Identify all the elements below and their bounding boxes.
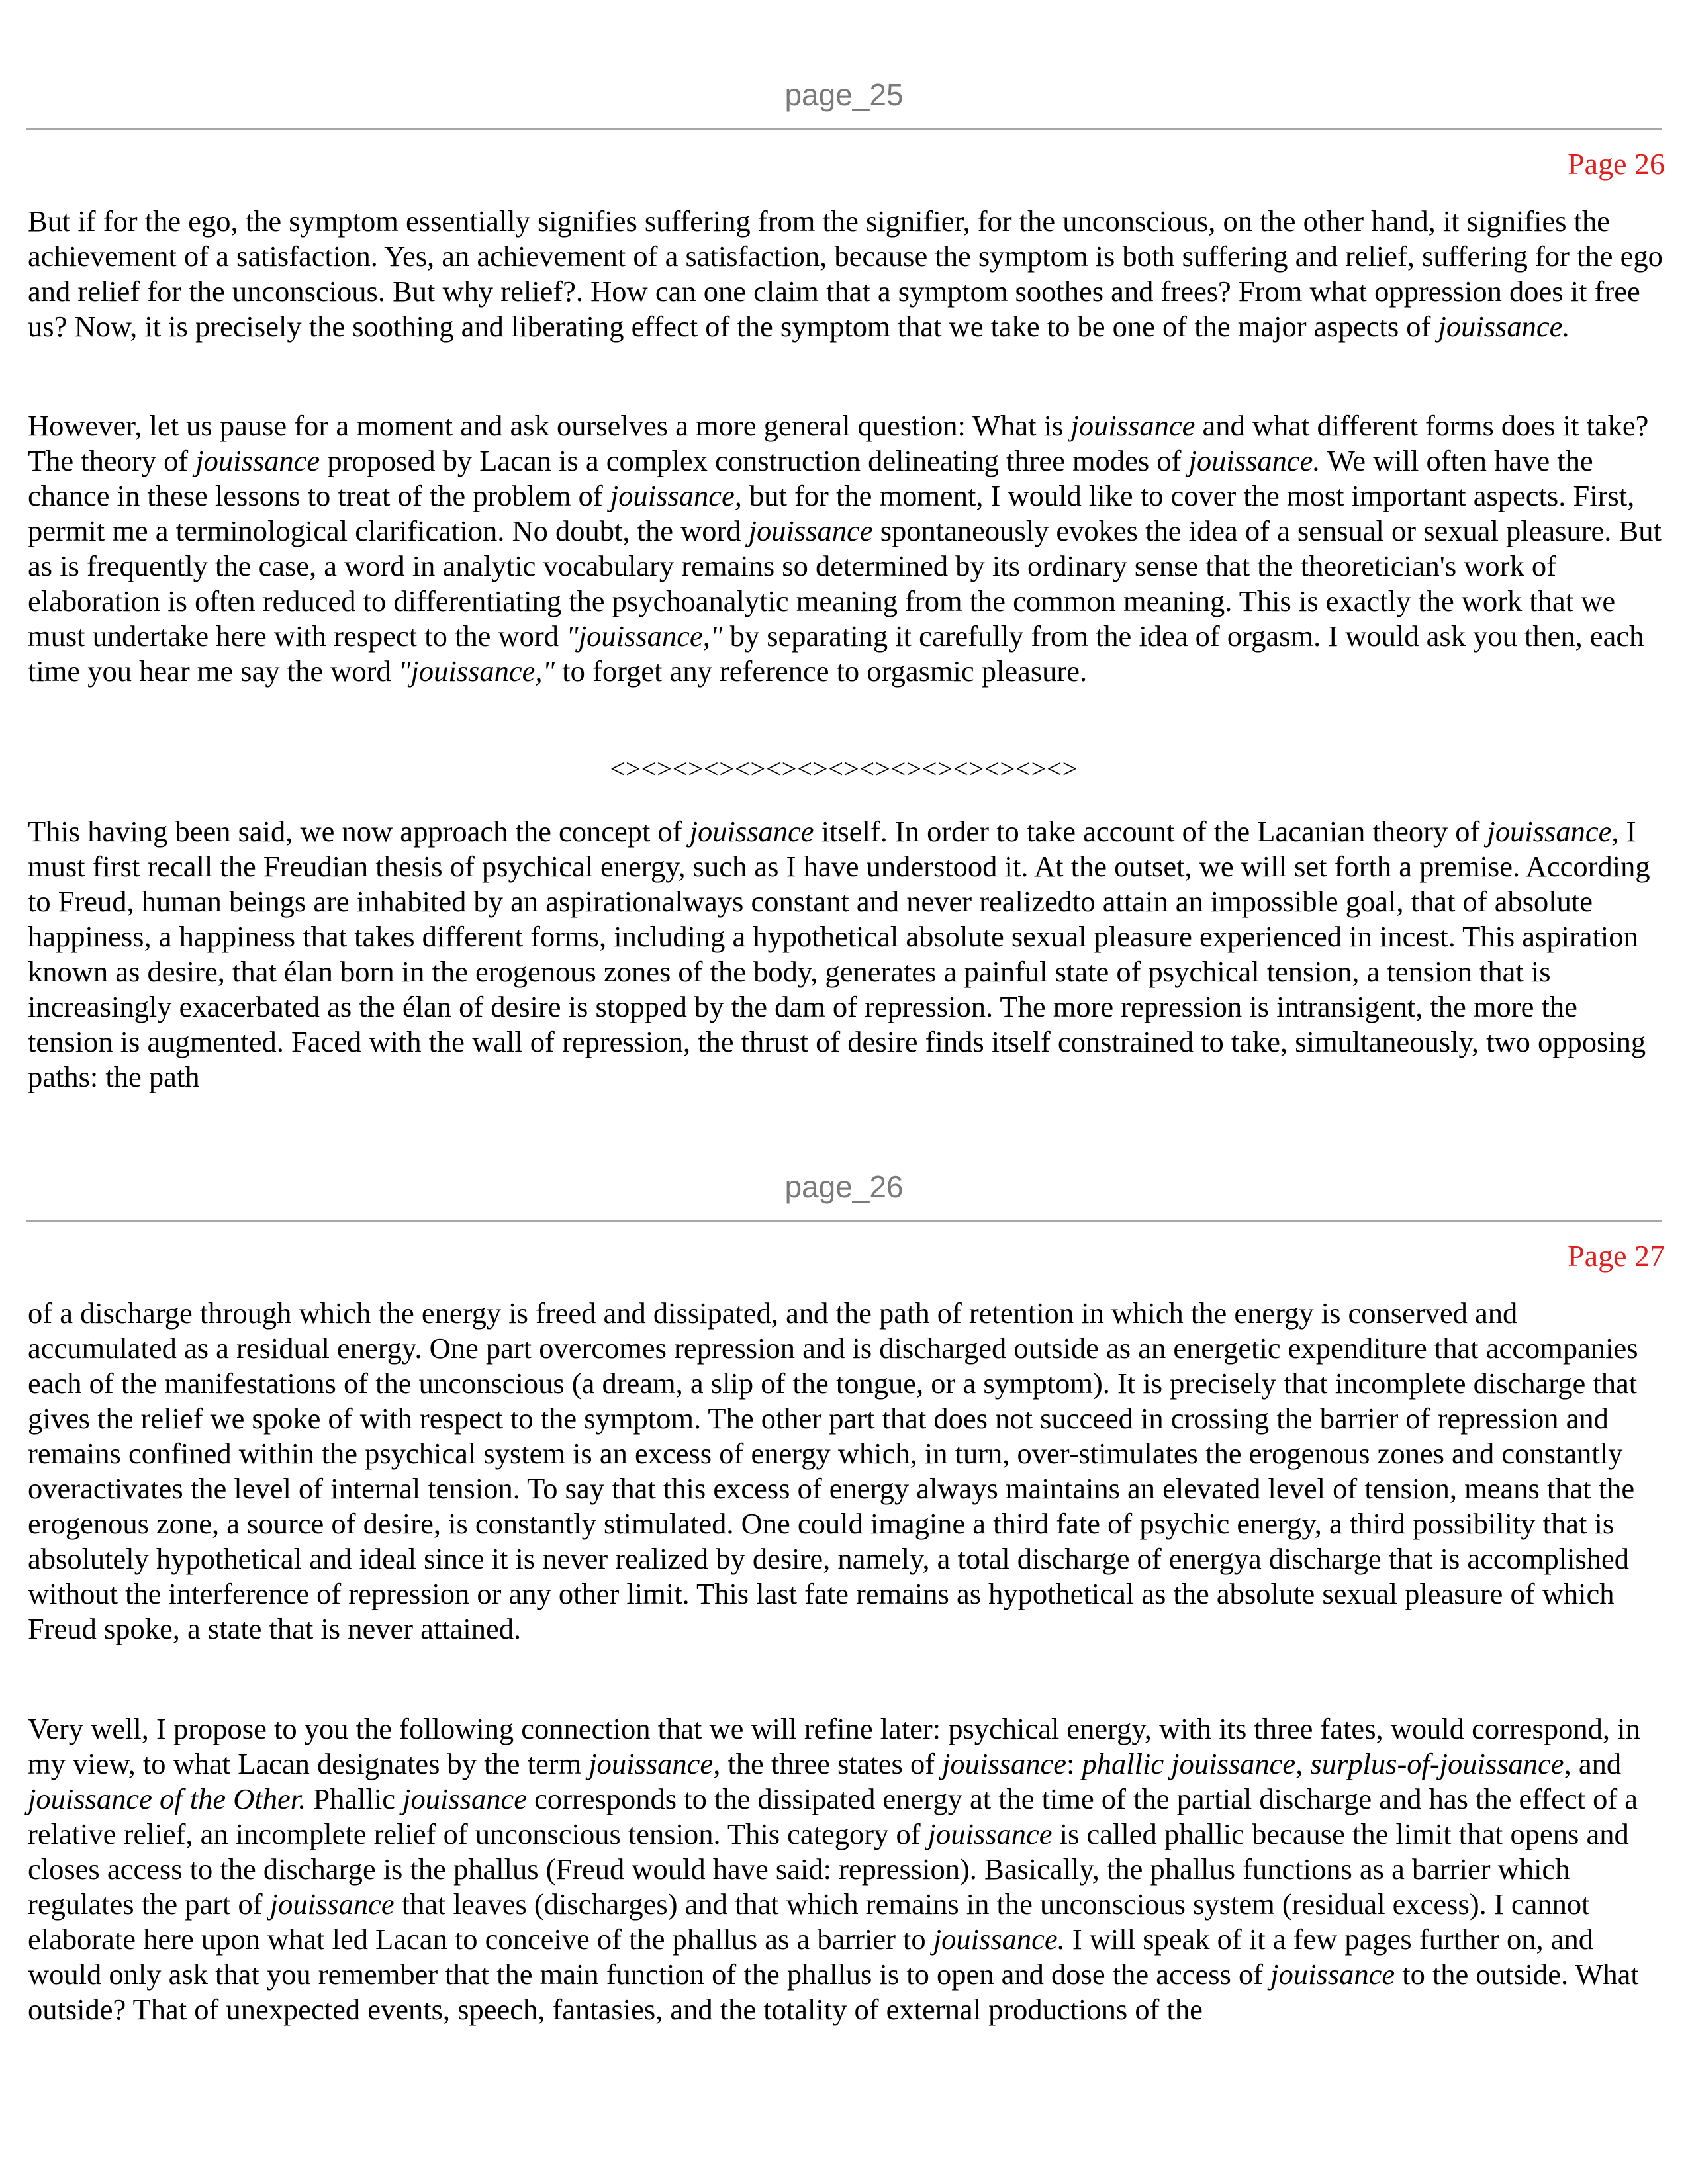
separator-rule (26, 1220, 1662, 1222)
paragraph: Very well, I propose to you the following connection that we will refine later: psychical energy, with its three fates, would correspond, in my view, to what Lacan designates by the term jouissance, the three states of jouissance: phallic jouissance, surplus-of-jouissance, and jouissance of the Other. Phallic jouissance corresponds to the dissipated energy at the time of the partial discharge and has the effect of a relative relief, an incomplete relief of unconscious tension. This category of jouissance is called phallic because the limit that opens and closes access to the discharge is the phallus (Freud would have said: repression). Basically, the phallus functions as a barrier which regulates the part of jouissance that leaves (discharges) and that which remains in the unconscious system (residual excess). I cannot elaborate here upon what led Lacan to conceive of the phallus as a barrier to jouissance. I will speak of it a few pages further on, and would only ask that you remember that the main function of the phallus is to open and dose the access of jouissance to the outside. What outside? That of unexpected events, speech, fantasies, and the totality of external productions of the (28, 1712, 1640, 2026)
section-divider: <><><><><><><><><><><><><><><> (610, 754, 1078, 784)
page-number-27: Page 27 (1568, 1239, 1665, 1273)
paragraph: This having been said, we now approach the concept of jouissance itself. In order to take account of the Lacanian theory of jouissance, I must first recall the Freudian thesis of psychical energy, such as I have understood it. At the outset, we will set forth a premise. According to Freud, human beings are inhabited by an aspirationalways constant and never realizedto attain an impossible goal, that of absolute happiness, a happiness that takes different forms, including a hypothetical absolute sexual pleasure experienced in incest. This aspiration known as desire, that élan born in the erogenous zones of the body, generates a painful state of psychical tension, a tension that is increasingly exacerbated as the élan of desire is stopped by the dam of repression. The more repression is intransigent, the more the tension is augmented. Faced with the wall of repression, the thrust of desire finds itself constrained to take, simultaneously, two opposing paths: the path (28, 815, 1650, 1093)
page-27-para-1 (28, 1296, 1664, 1647)
page-26-para-1 (28, 204, 1664, 344)
page-27-para-2 (28, 1711, 1664, 2027)
separator-label: page_25 (784, 77, 904, 112)
separator-label: page_26 (784, 1169, 904, 1204)
paragraph: of a discharge through which the energy is freed and dissipated, and the path of retention in which the energy is conserved and accumulated as a residual energy. One part overcomes repression and is discharged outside as an energetic expenditure that accompanies each of the manifestations of the unconscious (a dream, a slip of the tongue, or a symptom). It is precisely that incomplete discharge that gives the relief we spoke of with respect to the symptom. The other part that does not succeed in crossing the barrier of repression and remains confined within the psychical system is an excess of energy which, in turn, over-stimulates the erogenous zones and constantly overactivates the level of internal tension. To say that this excess of energy always maintains an elevated level of tension, means that the erogenous zone, a source of desire, is constantly stimulated. One could imagine a third fate of psychic energy, a third possibility that is absolutely hypothetical and ideal since it is never realized by desire, namely, a total discharge of energya discharge that is accomplished without the interference of repression or any other limit. This last fate remains as hypothetical as the absolute sexual pleasure of which Freud spoke, a state that is never attained. (28, 1297, 1638, 1645)
page-26-para-2 (28, 408, 1664, 689)
page-separator-25 (26, 74, 1662, 130)
page-separator-26 (26, 1166, 1662, 1222)
separator-rule (26, 128, 1662, 130)
page-number-26: Page 26 (1568, 147, 1665, 181)
paragraph: But if for the ego, the symptom essentially signifies suffering from the signifier, for the unconscious, on the other hand, it signifies the achievement of a satisfaction. Yes, an achievement of a satisfaction, because the symptom is both suffering and relief, suffering for the ego and relief for the unconscious. But why relief?. How can one claim that a symptom soothes and frees? From what oppression does it free us? Now, it is precisely the soothing and liberating effect of the symptom that we take to be one of the major aspects of jouissance. (28, 205, 1663, 343)
paragraph: However, let us pause for a moment and ask ourselves a more general question: What is jouissance and what different forms does it take? The theory of jouissance proposed by Lacan is a complex construction delineating three modes of jouissance. We will often have the chance in these lessons to treat of the problem of jouissance, but for the moment, I would like to cover the most important aspects. First, permit me a terminological clarification. No doubt, the word jouissance spontaneously evokes the idea of a sensual or sexual pleasure. But as is frequently the case, a word in analytic vocabulary remains so determined by its ordinary sense that the theoretician's work of elaboration is often reduced to differentiating the psychoanalytic meaning from the common meaning. This is exactly the work that we must undertake here with respect to the word "jouissance," by separating it carefully from the idea of orgasm. I would ask you then, each time you hear me say the word "jouissance," to forget any reference to orgasmic pleasure. (28, 409, 1662, 688)
page-26-para-3 (28, 814, 1664, 1095)
